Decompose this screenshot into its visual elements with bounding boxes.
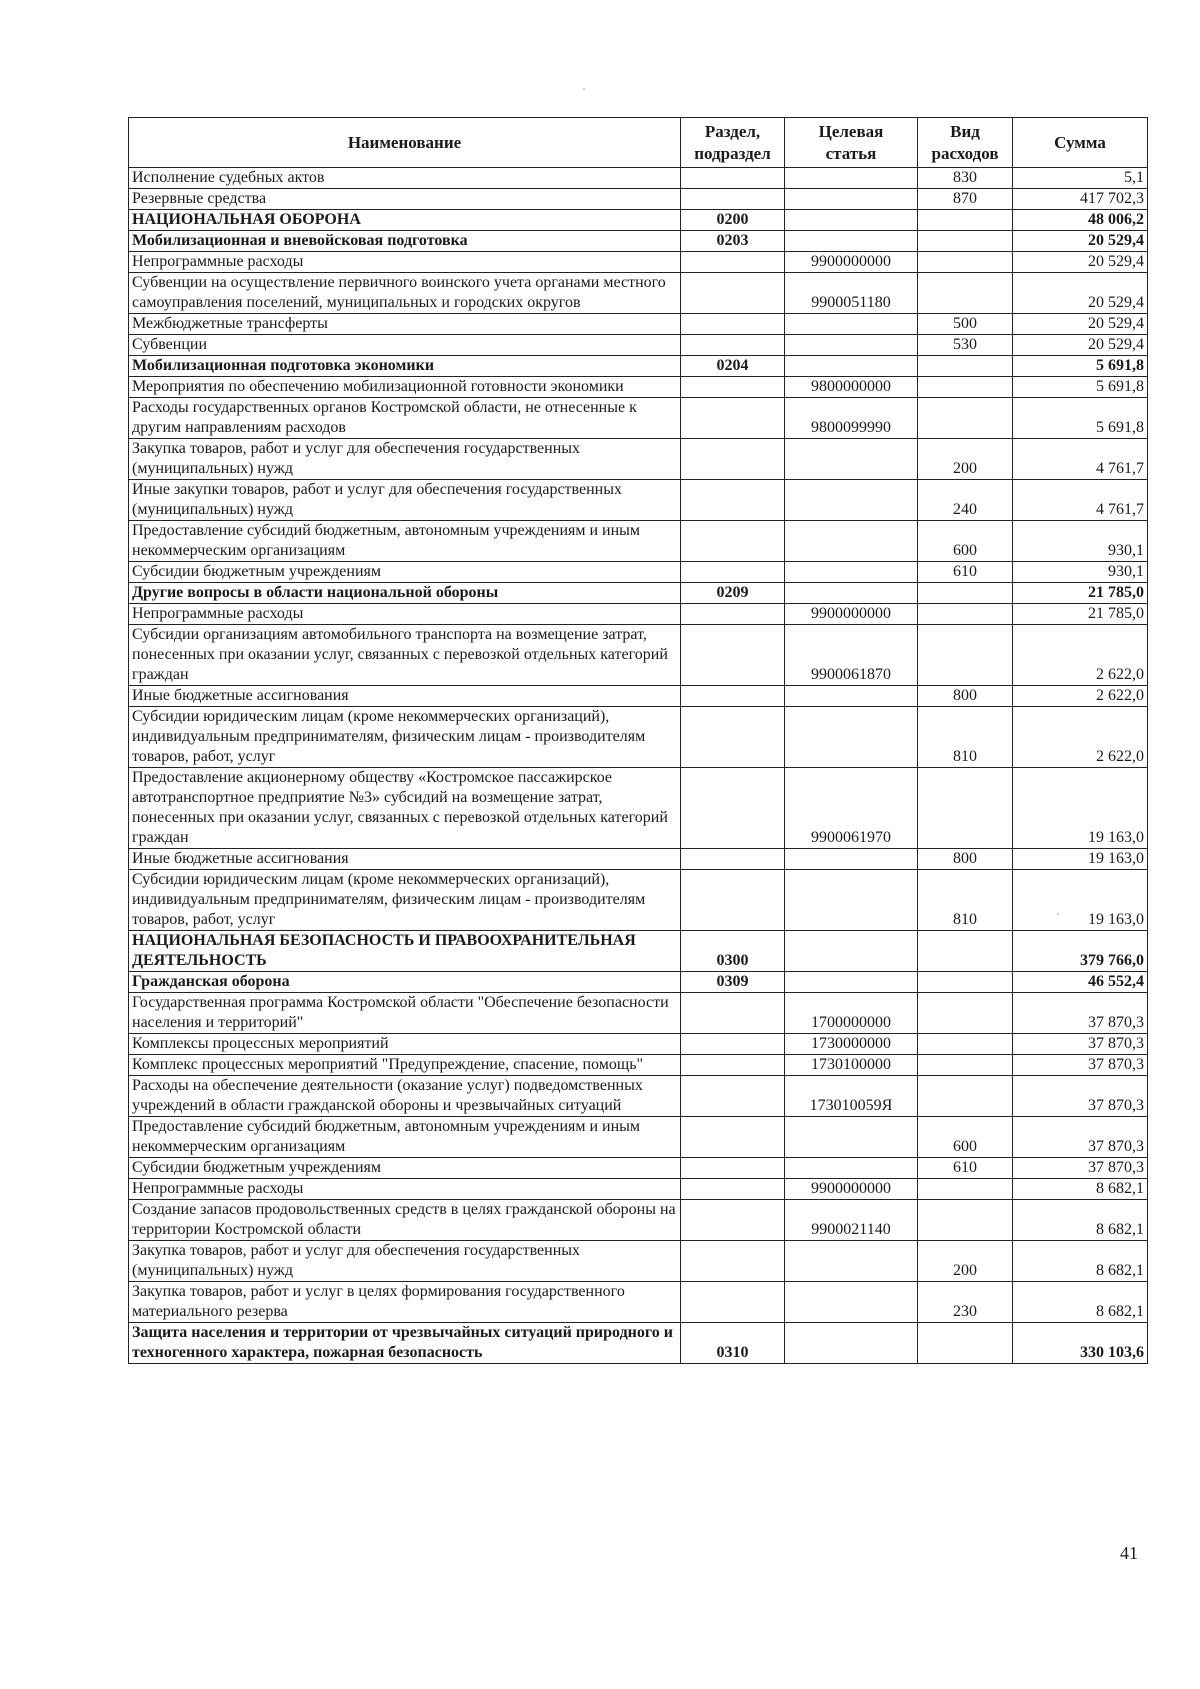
cell-section xyxy=(681,1117,785,1158)
cell-sum: 2 622,0 xyxy=(1013,707,1148,768)
table-row xyxy=(129,562,1148,583)
cell-section xyxy=(681,707,785,768)
cell-name: Государственная программа Костромской области "Обеспечение безопасности населения и территорий" xyxy=(129,993,681,1034)
cell-target xyxy=(785,870,918,931)
cell-exptype xyxy=(918,1179,1013,1200)
table-row xyxy=(129,768,1148,849)
cell-name: Субсидии организациям автомобильного транспорта на возмещение затрат, понесенных при оказании услуг, связанных с перевозкой отдельных категорий граждан xyxy=(129,625,681,686)
cell-sum: 4 761,7 xyxy=(1013,480,1148,521)
cell-target: 9900000000 xyxy=(785,1179,918,1200)
table-row xyxy=(129,1076,1148,1117)
scan-speck xyxy=(583,88,585,90)
cell-target xyxy=(785,356,918,377)
cell-sum: 379 766,0 xyxy=(1013,931,1148,972)
cell-exptype xyxy=(918,231,1013,252)
table-row xyxy=(129,972,1148,993)
cell-sum: 37 870,3 xyxy=(1013,1055,1148,1076)
cell-exptype: 230 xyxy=(918,1282,1013,1323)
cell-name: Субсидии бюджетным учреждениям xyxy=(129,1158,681,1179)
cell-exptype xyxy=(918,583,1013,604)
cell-target: 9900051180 xyxy=(785,273,918,314)
cell-exptype xyxy=(918,377,1013,398)
cell-name: Закупка товаров, работ и услуг для обеспечения государственных (муниципальных) нужд xyxy=(129,1241,681,1282)
cell-sum: 5 691,8 xyxy=(1013,377,1148,398)
cell-sum: 5,1 xyxy=(1013,168,1148,189)
header-row xyxy=(129,118,1148,168)
cell-sum: 417 702,3 xyxy=(1013,189,1148,210)
cell-exptype: 810 xyxy=(918,870,1013,931)
cell-name: Закупка товаров, работ и услуг в целях формирования государственного материального резерва xyxy=(129,1282,681,1323)
cell-sum: 21 785,0 xyxy=(1013,583,1148,604)
table-row xyxy=(129,1323,1148,1364)
cell-section: 0310 xyxy=(681,1323,785,1364)
cell-name: НАЦИОНАЛЬНАЯ ОБОРОНА xyxy=(129,210,681,231)
cell-name: Субвенции xyxy=(129,335,681,356)
table-row xyxy=(129,439,1148,480)
cell-exptype: 200 xyxy=(918,1241,1013,1282)
cell-target: 9800099990 xyxy=(785,398,918,439)
header-section: Раздел, подраздел xyxy=(681,118,785,168)
cell-target xyxy=(785,849,918,870)
table-row xyxy=(129,1179,1148,1200)
cell-section xyxy=(681,1200,785,1241)
table-row xyxy=(129,335,1148,356)
cell-name: Непрограммные расходы xyxy=(129,1179,681,1200)
cell-sum: 5 691,8 xyxy=(1013,356,1148,377)
table-row xyxy=(129,1200,1148,1241)
cell-section: 0209 xyxy=(681,583,785,604)
cell-sum: 330 103,6 xyxy=(1013,1323,1148,1364)
cell-name: Комплексы процессных мероприятий xyxy=(129,1034,681,1055)
cell-section xyxy=(681,521,785,562)
cell-name: Другие вопросы в области национальной обороны xyxy=(129,583,681,604)
cell-target xyxy=(785,972,918,993)
cell-target xyxy=(785,314,918,335)
cell-target xyxy=(785,231,918,252)
table-header xyxy=(129,118,1148,168)
cell-target xyxy=(785,686,918,707)
cell-sum: 20 529,4 xyxy=(1013,231,1148,252)
cell-target xyxy=(785,1117,918,1158)
cell-sum: 19 163,0 xyxy=(1013,849,1148,870)
cell-target: 9800000000 xyxy=(785,377,918,398)
cell-section xyxy=(681,1034,785,1055)
table-row xyxy=(129,480,1148,521)
cell-exptype: 800 xyxy=(918,849,1013,870)
table-row xyxy=(129,273,1148,314)
cell-target xyxy=(785,521,918,562)
cell-section: 0200 xyxy=(681,210,785,231)
cell-exptype: 600 xyxy=(918,521,1013,562)
cell-exptype xyxy=(918,604,1013,625)
cell-target xyxy=(785,480,918,521)
cell-section xyxy=(681,189,785,210)
cell-target: 9900061870 xyxy=(785,625,918,686)
cell-target xyxy=(785,583,918,604)
cell-section xyxy=(681,1055,785,1076)
cell-section: 0309 xyxy=(681,972,785,993)
table-row xyxy=(129,1034,1148,1055)
table-row xyxy=(129,931,1148,972)
cell-section xyxy=(681,562,785,583)
cell-section xyxy=(681,398,785,439)
cell-exptype: 500 xyxy=(918,314,1013,335)
cell-target: 9900000000 xyxy=(785,252,918,273)
cell-name: Мобилизационная подготовка экономики xyxy=(129,356,681,377)
cell-sum: 21 785,0 xyxy=(1013,604,1148,625)
cell-exptype xyxy=(918,210,1013,231)
cell-target xyxy=(785,931,918,972)
header-exptype: Вид расходов xyxy=(918,118,1013,168)
cell-exptype: 870 xyxy=(918,189,1013,210)
table-row xyxy=(129,252,1148,273)
cell-exptype: 600 xyxy=(918,1117,1013,1158)
table-row xyxy=(129,686,1148,707)
cell-section xyxy=(681,686,785,707)
cell-sum: 37 870,3 xyxy=(1013,1034,1148,1055)
cell-sum: 2 622,0 xyxy=(1013,686,1148,707)
header-sum: Сумма xyxy=(1013,118,1148,168)
table-row xyxy=(129,1241,1148,1282)
cell-section xyxy=(681,439,785,480)
table-row xyxy=(129,356,1148,377)
table-row xyxy=(129,1158,1148,1179)
cell-name: Иные бюджетные ассигнования xyxy=(129,686,681,707)
table-row xyxy=(129,210,1148,231)
cell-target: 1700000000 xyxy=(785,993,918,1034)
cell-sum: 37 870,3 xyxy=(1013,1158,1148,1179)
table-row xyxy=(129,521,1148,562)
cell-section xyxy=(681,377,785,398)
cell-section xyxy=(681,168,785,189)
header-target: Целевая статья xyxy=(785,118,918,168)
cell-name: Резервные средства xyxy=(129,189,681,210)
cell-sum: 930,1 xyxy=(1013,521,1148,562)
cell-target xyxy=(785,1241,918,1282)
cell-sum: 2 622,0 xyxy=(1013,625,1148,686)
cell-section xyxy=(681,768,785,849)
cell-section xyxy=(681,252,785,273)
cell-exptype xyxy=(918,768,1013,849)
cell-exptype xyxy=(918,252,1013,273)
cell-sum: 37 870,3 xyxy=(1013,1076,1148,1117)
cell-target xyxy=(785,562,918,583)
cell-target: 9900061970 xyxy=(785,768,918,849)
cell-section xyxy=(681,849,785,870)
cell-name: Комплекс процессных мероприятий "Предупреждение, спасение, помощь" xyxy=(129,1055,681,1076)
cell-target: 9900000000 xyxy=(785,604,918,625)
cell-exptype xyxy=(918,625,1013,686)
cell-target xyxy=(785,168,918,189)
cell-target xyxy=(785,1158,918,1179)
cell-target xyxy=(785,335,918,356)
cell-name: Создание запасов продовольственных средств в целях гражданской обороны на территории Костромской области xyxy=(129,1200,681,1241)
cell-exptype xyxy=(918,1323,1013,1364)
cell-name: Предоставление субсидий бюджетным, автономным учреждениям и иным некоммерческим организациям xyxy=(129,521,681,562)
cell-sum: 37 870,3 xyxy=(1013,993,1148,1034)
cell-sum: 19 163,0 xyxy=(1013,768,1148,849)
cell-section xyxy=(681,870,785,931)
table-row xyxy=(129,1282,1148,1323)
cell-target: 1730100000 xyxy=(785,1055,918,1076)
cell-section xyxy=(681,480,785,521)
cell-name: Исполнение судебных актов xyxy=(129,168,681,189)
table-row xyxy=(129,625,1148,686)
cell-section xyxy=(681,1241,785,1282)
cell-exptype: 200 xyxy=(918,439,1013,480)
cell-name: Непрограммные расходы xyxy=(129,604,681,625)
cell-section xyxy=(681,1158,785,1179)
cell-target xyxy=(785,210,918,231)
cell-name: Иные закупки товаров, работ и услуг для обеспечения государственных (муниципальных) нужд xyxy=(129,480,681,521)
cell-section xyxy=(681,993,785,1034)
cell-sum: 20 529,4 xyxy=(1013,252,1148,273)
cell-exptype xyxy=(918,972,1013,993)
table-row xyxy=(129,870,1148,931)
cell-name: Субсидии юридическим лицам (кроме некоммерческих организаций), индивидуальным предпринимателям, физическим лицам - производителям товаров, работ, услуг xyxy=(129,870,681,931)
cell-exptype xyxy=(918,1076,1013,1117)
cell-exptype xyxy=(918,356,1013,377)
cell-sum: 20 529,4 xyxy=(1013,314,1148,335)
table-row xyxy=(129,583,1148,604)
table-row xyxy=(129,1055,1148,1076)
cell-target xyxy=(785,1282,918,1323)
cell-sum: 46 552,4 xyxy=(1013,972,1148,993)
table-row xyxy=(129,707,1148,768)
cell-target xyxy=(785,189,918,210)
cell-target xyxy=(785,707,918,768)
cell-name: Субвенции на осуществление первичного воинского учета органами местного самоуправления поселений, муниципальных и городских округов xyxy=(129,273,681,314)
cell-sum: 8 682,1 xyxy=(1013,1241,1148,1282)
table-row xyxy=(129,377,1148,398)
cell-section xyxy=(681,604,785,625)
cell-section xyxy=(681,1179,785,1200)
cell-name: Мобилизационная и вневойсковая подготовка xyxy=(129,231,681,252)
cell-sum: 19 163,0 xyxy=(1013,870,1148,931)
cell-name: Непрограммные расходы xyxy=(129,252,681,273)
cell-exptype xyxy=(918,993,1013,1034)
cell-name: Субсидии юридическим лицам (кроме некоммерческих организаций), индивидуальным предпринимателям, физическим лицам - производителям товаров, работ, услуг xyxy=(129,707,681,768)
table-row xyxy=(129,849,1148,870)
cell-section xyxy=(681,273,785,314)
cell-exptype: 240 xyxy=(918,480,1013,521)
page-number: 41 xyxy=(1120,1543,1138,1563)
header-name: Наименование xyxy=(129,118,681,168)
cell-target xyxy=(785,1323,918,1364)
cell-name: Расходы государственных органов Костромской области, не отнесенные к другим направлениям расходов xyxy=(129,398,681,439)
cell-name: Гражданская оборона xyxy=(129,972,681,993)
cell-exptype: 610 xyxy=(918,562,1013,583)
table-row xyxy=(129,314,1148,335)
table-body xyxy=(129,168,1148,1364)
table-row xyxy=(129,189,1148,210)
table-row xyxy=(129,231,1148,252)
cell-sum: 5 691,8 xyxy=(1013,398,1148,439)
cell-exptype: 800 xyxy=(918,686,1013,707)
cell-section: 0300 xyxy=(681,931,785,972)
cell-name: Субсидии бюджетным учреждениям xyxy=(129,562,681,583)
table-row xyxy=(129,993,1148,1034)
cell-sum: 8 682,1 xyxy=(1013,1200,1148,1241)
cell-target: 9900021140 xyxy=(785,1200,918,1241)
cell-name: Закупка товаров, работ и услуг для обеспечения государственных (муниципальных) нужд xyxy=(129,439,681,480)
table-row xyxy=(129,398,1148,439)
cell-sum: 48 006,2 xyxy=(1013,210,1148,231)
cell-sum: 8 682,1 xyxy=(1013,1282,1148,1323)
cell-sum: 37 870,3 xyxy=(1013,1117,1148,1158)
cell-name: Предоставление субсидий бюджетным, автономным учреждениям и иным некоммерческим организациям xyxy=(129,1117,681,1158)
cell-name: Расходы на обеспечение деятельности (оказание услуг) подведомственных учреждений в области гражданской обороны и чрезвычайных ситуаций xyxy=(129,1076,681,1117)
cell-section xyxy=(681,335,785,356)
cell-exptype xyxy=(918,398,1013,439)
cell-exptype xyxy=(918,273,1013,314)
table-row xyxy=(129,168,1148,189)
cell-target: 1730000000 xyxy=(785,1034,918,1055)
cell-name: НАЦИОНАЛЬНАЯ БЕЗОПАСНОСТЬ И ПРАВООХРАНИТЕЛЬНАЯ ДЕЯТЕЛЬНОСТЬ xyxy=(129,931,681,972)
cell-section xyxy=(681,625,785,686)
cell-sum: 8 682,1 xyxy=(1013,1179,1148,1200)
cell-exptype xyxy=(918,1055,1013,1076)
cell-name: Иные бюджетные ассигнования xyxy=(129,849,681,870)
cell-section xyxy=(681,1076,785,1117)
cell-section: 0203 xyxy=(681,231,785,252)
cell-exptype: 610 xyxy=(918,1158,1013,1179)
cell-exptype xyxy=(918,1034,1013,1055)
cell-sum: 20 529,4 xyxy=(1013,335,1148,356)
cell-exptype: 530 xyxy=(918,335,1013,356)
cell-target xyxy=(785,439,918,480)
table-row xyxy=(129,1117,1148,1158)
cell-exptype xyxy=(918,1200,1013,1241)
cell-target: 173010059Я xyxy=(785,1076,918,1117)
cell-sum: 20 529,4 xyxy=(1013,273,1148,314)
cell-name: Предоставление акционерному обществу «Костромское пассажирское автотранспортное предприятие №3» субсидий на возмещение затрат, понесенных при оказании услуг, связанных с перевозкой отдельных категорий граждан xyxy=(129,768,681,849)
cell-exptype: 810 xyxy=(918,707,1013,768)
cell-sum: 930,1 xyxy=(1013,562,1148,583)
cell-section xyxy=(681,314,785,335)
cell-name: Защита населения и территории от чрезвычайных ситуаций природного и техногенного характера, пожарная безопасность xyxy=(129,1323,681,1364)
cell-section: 0204 xyxy=(681,356,785,377)
cell-section xyxy=(681,1282,785,1323)
cell-exptype: 830 xyxy=(918,168,1013,189)
table-row xyxy=(129,604,1148,625)
budget-table xyxy=(128,117,1148,1364)
cell-sum: 4 761,7 xyxy=(1013,439,1148,480)
cell-name: Мероприятия по обеспечению мобилизационной готовности экономики xyxy=(129,377,681,398)
cell-name: Межбюджетные трансферты xyxy=(129,314,681,335)
cell-exptype xyxy=(918,931,1013,972)
